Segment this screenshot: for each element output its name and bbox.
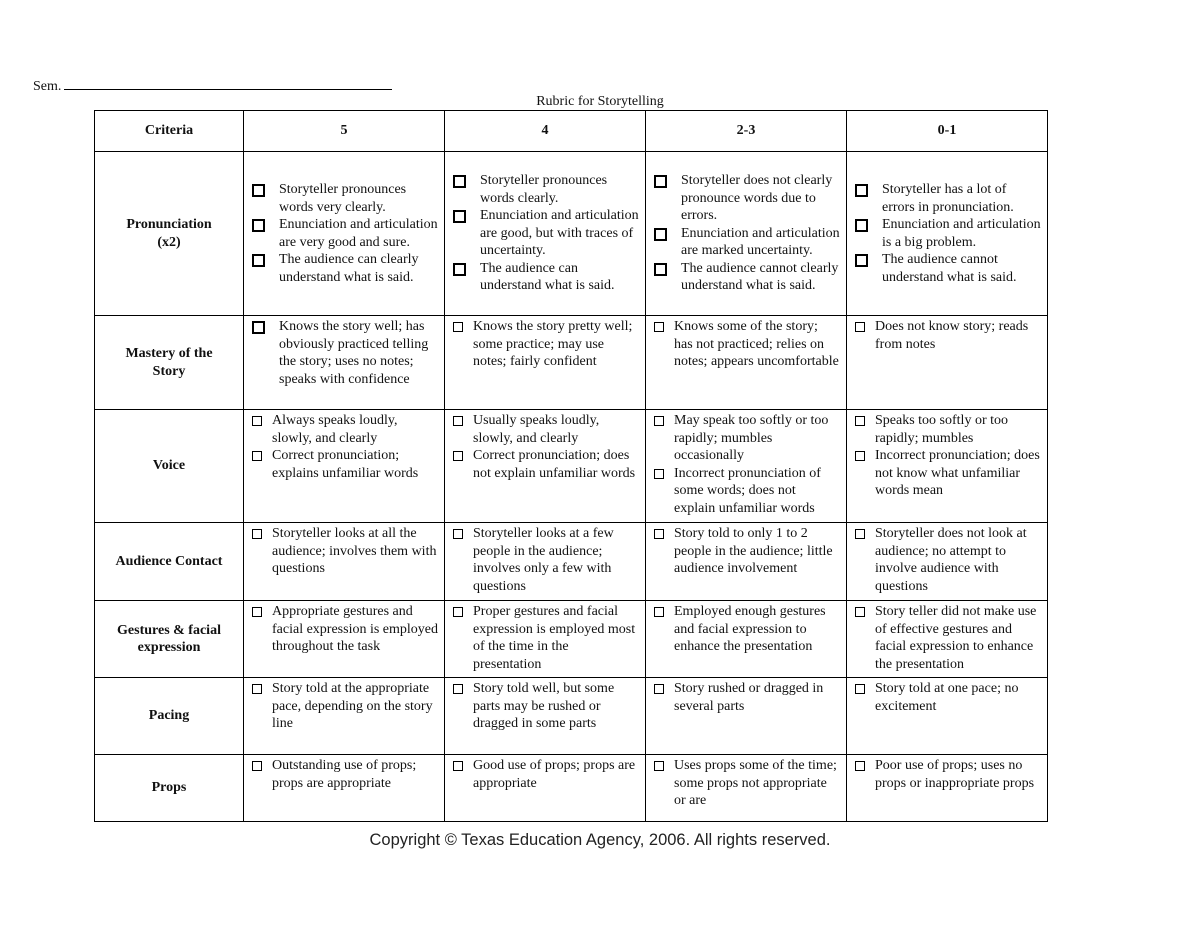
page-title: Rubric for Storytelling (536, 94, 664, 109)
score-cell (445, 523, 646, 601)
descriptor-text: Poor use of props; uses no props or inappropriate props (875, 758, 1035, 791)
descriptor-text: Knows the story well; has obviously practiced telling the story; uses no notes; speaks with confidence (279, 319, 429, 387)
score-cell (646, 755, 847, 822)
checkbox-icon (252, 529, 262, 539)
descriptor-text: Good use of props; props are appropriate (473, 758, 636, 791)
descriptor-text: Storyteller has a lot of errors in pronunciation. (882, 182, 1014, 215)
score-cell (445, 316, 646, 410)
score-cell (244, 755, 445, 822)
checkbox-icon (654, 761, 664, 771)
criteria-cell (95, 152, 244, 316)
score-cell (847, 678, 1048, 755)
descriptor-list (244, 601, 444, 658)
descriptor-list (445, 170, 645, 297)
descriptor-item (855, 251, 1041, 286)
descriptor-text: Story told at one pace; no excitement (875, 681, 1019, 714)
checkbox-icon (654, 469, 664, 479)
rubric-row (95, 678, 1048, 755)
descriptor-item (252, 251, 438, 286)
descriptor-item (453, 603, 639, 673)
criteria-label: Pronunciation (126, 217, 212, 232)
checkbox-icon (855, 184, 868, 197)
score-cell (646, 316, 847, 410)
descriptor-text: Story told at the appropriate pace, depending on the story line (272, 681, 433, 731)
descriptor-item (453, 207, 639, 260)
descriptor-list (244, 523, 444, 580)
descriptor-text: Enunciation and articulation are marked uncertainty. (681, 225, 840, 259)
descriptor-item (855, 216, 1041, 251)
descriptor-list (847, 316, 1047, 355)
score-cell (847, 152, 1048, 316)
descriptor-text: The audience cannot clearly understand what is said. (681, 260, 839, 294)
checkbox-icon (855, 607, 865, 617)
descriptor-text: Speaks too softly or too rapidly; mumbles (875, 413, 1008, 446)
criteria-label: Props (151, 780, 187, 796)
checkbox-icon (453, 322, 463, 332)
descriptor-item (855, 757, 1041, 792)
descriptor-list (847, 523, 1047, 597)
checkbox-icon (453, 529, 463, 539)
checkbox-icon (654, 228, 667, 241)
descriptor-text: Story rushed or dragged in several parts (674, 681, 824, 714)
rubric-row (95, 316, 1048, 410)
score-cell (445, 601, 646, 678)
descriptor-list (847, 410, 1047, 502)
checkbox-icon (453, 416, 463, 426)
checkbox-icon (654, 529, 664, 539)
descriptor-item (252, 603, 438, 656)
descriptor-item (252, 412, 438, 447)
descriptor-text: Always speaks loudly, slowly, and clearly (272, 413, 398, 446)
descriptor-item (654, 172, 840, 225)
checkbox-icon (453, 175, 466, 188)
descriptor-text: Employed enough gestures and facial expression to enhance the presentation (674, 604, 826, 654)
descriptor-item (252, 447, 438, 482)
column-header-score: 4 (445, 111, 646, 152)
descriptor-text: Enunciation and articulation is a big problem. (882, 217, 1041, 250)
checkbox-icon (654, 416, 664, 426)
descriptor-item (453, 318, 639, 371)
descriptor-item (855, 412, 1041, 447)
descriptor-list (847, 755, 1047, 794)
checkbox-icon (855, 219, 868, 232)
descriptor-item (654, 412, 840, 465)
score-cell (847, 316, 1048, 410)
descriptor-item (855, 680, 1041, 715)
criteria-cell (95, 523, 244, 601)
criteria-label: Gestures & facial (117, 622, 221, 638)
descriptor-item (453, 447, 639, 482)
score-cell (445, 755, 646, 822)
score-cell (646, 601, 847, 678)
descriptor-item (855, 318, 1041, 353)
checkbox-icon (654, 263, 667, 276)
checkbox-icon (252, 254, 265, 267)
descriptor-item (855, 603, 1041, 673)
score-cell (445, 410, 646, 523)
descriptor-list (445, 601, 645, 675)
descriptor-text: Correct pronunciation; explains unfamiliar words (272, 448, 419, 481)
column-header-criteria: Criteria (95, 111, 244, 152)
descriptor-text: Appropriate gestures and facial expression is employed throughout the task (272, 604, 439, 654)
descriptor-list (244, 179, 444, 288)
descriptor-item (453, 525, 639, 595)
checkbox-icon (855, 451, 865, 461)
score-cell (445, 152, 646, 316)
descriptor-item (855, 525, 1041, 595)
descriptor-list (244, 755, 444, 794)
score-cell (244, 601, 445, 678)
criteria-cell (95, 410, 244, 523)
descriptor-item (654, 465, 840, 518)
score-cell (244, 678, 445, 755)
descriptor-text: Incorrect pronunciation; does not know what unfamiliar words mean (875, 448, 1040, 498)
sem-field (33, 77, 392, 95)
score-cell (244, 152, 445, 316)
descriptor-text: Usually speaks loudly, slowly, and clearly (473, 413, 600, 446)
score-cell (847, 523, 1048, 601)
rubric-row (95, 523, 1048, 601)
descriptor-text: Storyteller does not clearly pronounce words due to errors. (681, 173, 833, 224)
descriptor-text: Knows the story pretty well; some practice; may use notes; fairly confident (473, 319, 633, 369)
descriptor-text: Story teller did not make use of effective gestures and facial expression to enhance the presentation (875, 604, 1037, 672)
descriptor-text: Does not know story; reads from notes (875, 319, 1029, 352)
checkbox-icon (252, 607, 262, 617)
checkbox-icon (654, 684, 664, 694)
score-cell (244, 523, 445, 601)
criteria-label: expression (137, 640, 201, 655)
score-cell (847, 755, 1048, 822)
descriptor-list (646, 316, 846, 373)
checkbox-icon (654, 607, 664, 617)
descriptor-item (453, 172, 639, 207)
checkbox-icon (453, 607, 463, 617)
descriptor-list (646, 601, 846, 658)
descriptor-item (252, 757, 438, 792)
descriptor-list (847, 601, 1047, 675)
header-row (95, 111, 1048, 152)
checkbox-icon (252, 451, 262, 461)
descriptor-text: Storyteller looks at a few people in the audience; involves only a few with questions (473, 526, 614, 594)
checkbox-icon (252, 184, 265, 197)
score-cell (646, 152, 847, 316)
criteria-label: Pacing (148, 708, 190, 724)
column-header-score: 2-3 (646, 111, 847, 152)
descriptor-item (453, 757, 639, 792)
score-cell (847, 410, 1048, 523)
checkbox-icon (453, 210, 466, 223)
descriptor-text: Proper gestures and facial expression is employed most of the time in the presentation (473, 604, 636, 672)
sem-label: Sem. (33, 79, 62, 94)
descriptor-item (252, 216, 438, 251)
checkbox-icon (453, 263, 466, 276)
descriptor-list (244, 410, 444, 484)
descriptor-text: Story told to only 1 to 2 people in the audience; little audience involvement (674, 526, 833, 576)
descriptor-list (445, 410, 645, 484)
rubric-body (95, 152, 1048, 822)
descriptor-item (654, 525, 840, 578)
descriptor-item (654, 603, 840, 656)
checkbox-icon (855, 761, 865, 771)
criteria-cell (95, 601, 244, 678)
descriptor-item (855, 447, 1041, 500)
descriptor-text: Outstanding use of props; props are appropriate (272, 758, 417, 791)
descriptor-text: Storyteller looks at all the audience; involves them with questions (272, 526, 437, 576)
checkbox-icon (252, 219, 265, 232)
criteria-label: Voice (152, 458, 186, 474)
rubric-row (95, 601, 1048, 678)
descriptor-item (252, 181, 438, 216)
descriptor-text: The audience cannot understand what is said. (882, 252, 1017, 285)
sem-blank-line (64, 77, 392, 90)
checkbox-icon (855, 416, 865, 426)
criteria-cell (95, 755, 244, 822)
descriptor-text: Story told well, but some parts may be rushed or dragged in some parts (473, 681, 615, 731)
checkbox-icon (855, 254, 868, 267)
descriptor-list (445, 316, 645, 373)
descriptor-text: Storyteller does not look at audience; no attempt to involve audience with questions (875, 526, 1027, 594)
descriptor-text: The audience can understand what is said. (480, 260, 615, 294)
descriptor-list (445, 523, 645, 597)
score-cell (646, 678, 847, 755)
checkbox-icon (855, 684, 865, 694)
descriptor-list (646, 678, 846, 717)
column-header-score: 5 (244, 111, 445, 152)
descriptor-text: The audience can clearly understand what is said. (279, 252, 419, 285)
rubric-row (95, 152, 1048, 316)
score-cell (244, 410, 445, 523)
checkbox-icon (855, 322, 865, 332)
descriptor-item (252, 680, 438, 733)
descriptor-text: Correct pronunciation; does not explain unfamiliar words (473, 448, 636, 481)
descriptor-item (453, 680, 639, 733)
checkbox-icon (453, 684, 463, 694)
checkbox-icon (252, 416, 262, 426)
checkbox-icon (654, 175, 667, 188)
checkbox-icon (252, 321, 265, 334)
descriptor-text: May speak too softly or too rapidly; mumbles occasionally (674, 413, 829, 463)
criteria-label: Audience Contact (115, 553, 223, 569)
score-cell (244, 316, 445, 410)
score-cell (646, 523, 847, 601)
checkbox-icon (252, 684, 262, 694)
descriptor-item (453, 412, 639, 447)
checkbox-icon (252, 761, 262, 771)
descriptor-text: Storyteller pronounces words very clearly. (279, 182, 407, 215)
descriptor-item (252, 318, 438, 388)
score-cell (445, 678, 646, 755)
checkbox-icon (453, 761, 463, 771)
checkbox-icon (453, 451, 463, 461)
descriptor-item (654, 260, 840, 295)
descriptor-list (244, 678, 444, 735)
descriptor-text: Storyteller pronounces words clearly. (480, 173, 608, 206)
rubric-table (94, 110, 1048, 822)
descriptor-text: Enunciation and articulation are very good and sure. (279, 217, 438, 250)
score-cell (847, 601, 1048, 678)
criteria-cell (95, 678, 244, 755)
checkbox-icon (654, 322, 664, 332)
descriptor-list (646, 170, 846, 297)
score-cell (646, 410, 847, 523)
criteria-label: Story (152, 363, 186, 379)
descriptor-list (847, 678, 1047, 717)
descriptor-item (453, 260, 639, 295)
descriptor-item (252, 525, 438, 578)
descriptor-text: Enunciation and articulation are good, but with traces of uncertainty. (480, 208, 639, 259)
descriptor-item (654, 225, 840, 260)
descriptor-item (654, 318, 840, 371)
descriptor-text: Knows some of the story; has not practiced; relies on notes; appears uncomfortable (674, 319, 839, 369)
descriptor-item (855, 181, 1041, 216)
criteria-cell (95, 316, 244, 410)
criteria-label: (x2) (157, 234, 181, 250)
descriptor-list (244, 316, 444, 390)
descriptor-list (646, 410, 846, 519)
rubric-row (95, 410, 1048, 523)
descriptor-list (445, 755, 645, 794)
copyright-footer: Copyright © Texas Education Agency, 2006. All rights reserved. (369, 831, 831, 849)
descriptor-text: Uses props some of the time; some props not appropriate or are (674, 758, 837, 808)
descriptor-item (654, 757, 840, 810)
descriptor-list (445, 678, 645, 735)
descriptor-list (646, 755, 846, 812)
descriptor-list (847, 179, 1047, 288)
descriptor-item (654, 680, 840, 715)
descriptor-list (646, 523, 846, 580)
checkbox-icon (855, 529, 865, 539)
column-header-score: 0-1 (847, 111, 1048, 152)
rubric-row (95, 755, 1048, 822)
criteria-label: Mastery of the (125, 346, 213, 361)
descriptor-text: Incorrect pronunciation of some words; does not explain unfamiliar words (674, 465, 821, 516)
